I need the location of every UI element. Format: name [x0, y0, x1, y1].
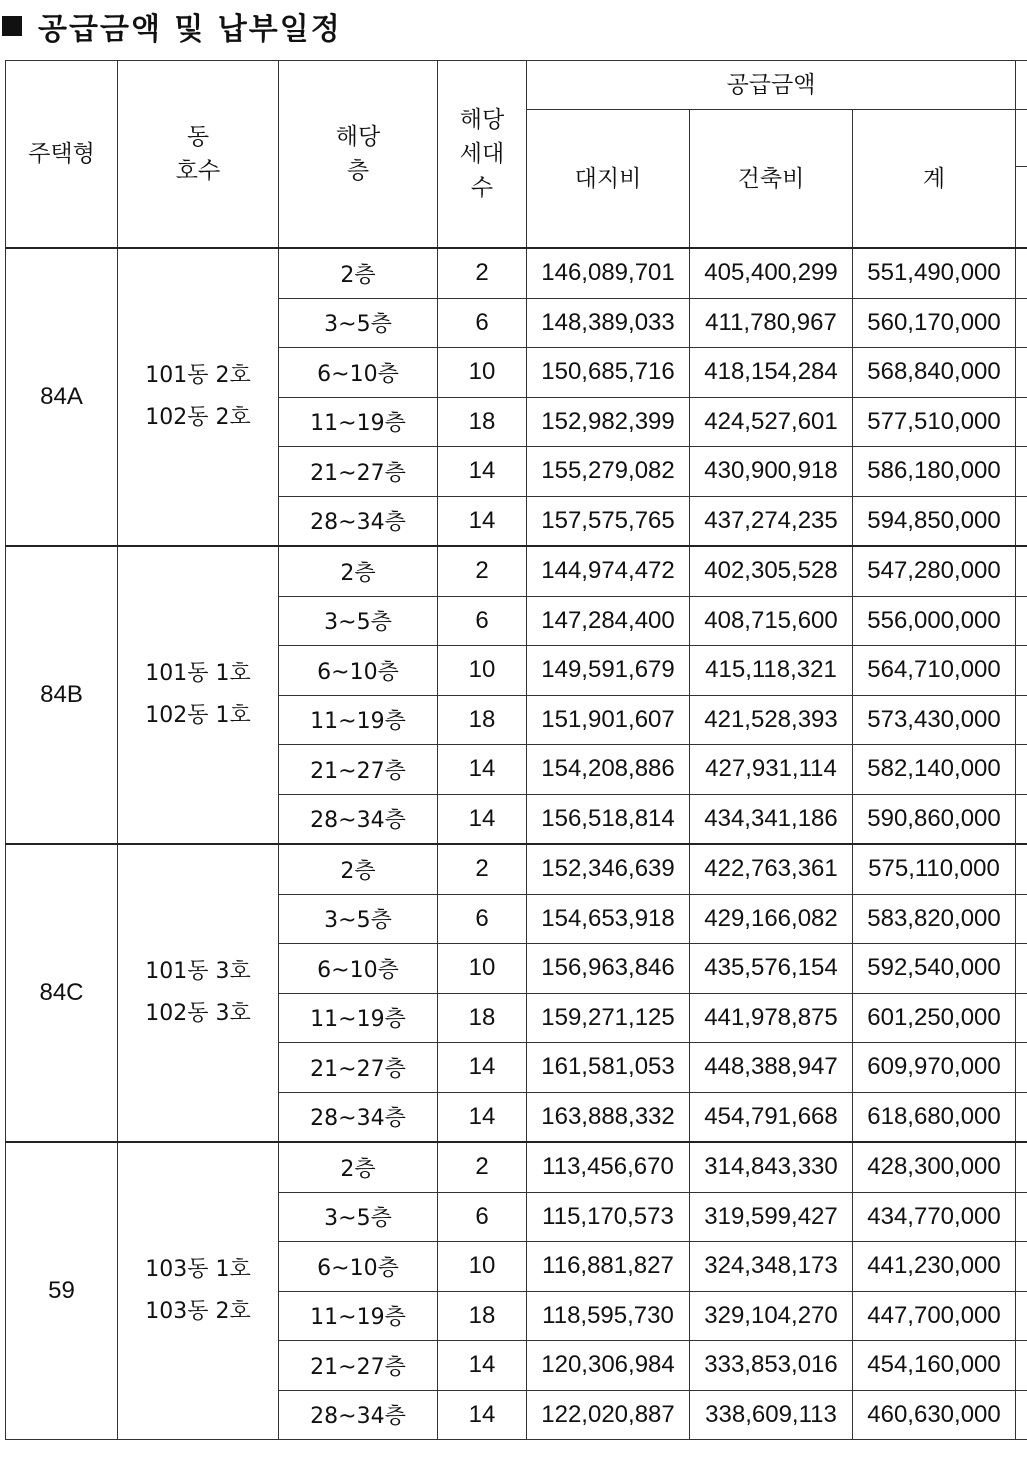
floor-cell: 3~5층 [279, 894, 438, 944]
total-price-cell: 575,110,000 [853, 844, 1016, 894]
header-cut-off [1016, 167, 1027, 249]
units-cell: 14 [438, 1341, 527, 1391]
total-price-cell: 594,850,000 [853, 496, 1016, 546]
floor-cell: 3~5층 [279, 596, 438, 646]
land-price-cell: 156,963,846 [527, 944, 690, 994]
building-price-cell: 424,527,601 [690, 397, 853, 447]
dong-line: 103동 2호 [145, 1299, 251, 1324]
dong-line: 101동 2호 [145, 363, 251, 388]
units-cell: 10 [438, 944, 527, 994]
land-price-cell: 118,595,730 [527, 1291, 690, 1341]
dong-line: 102동 3호 [145, 1001, 251, 1026]
header-floor-line2: 층 [346, 158, 370, 184]
cut-off-cell [1016, 844, 1027, 894]
cut-off-cell [1016, 546, 1027, 596]
building-price-cell: 437,274,235 [690, 496, 853, 546]
units-cell: 6 [438, 298, 527, 348]
cut-off-cell [1016, 745, 1027, 795]
cut-off-cell [1016, 298, 1027, 348]
header-dong [118, 61, 279, 249]
dong-cell [118, 546, 279, 844]
building-price-cell: 408,715,600 [690, 596, 853, 646]
units-cell: 14 [438, 1043, 527, 1093]
units-cell: 2 [438, 546, 527, 596]
house-type-cell: 59 [6, 1142, 118, 1440]
floor-cell: 3~5층 [279, 1192, 438, 1242]
land-price-cell: 120,306,984 [527, 1341, 690, 1391]
dong-line: 103동 1호 [145, 1257, 251, 1282]
total-price-cell: 590,860,000 [853, 794, 1016, 844]
total-price-cell: 556,000,000 [853, 596, 1016, 646]
header-floor-line1: 해당 [335, 124, 381, 150]
cut-off-cell [1016, 1142, 1027, 1192]
dong-cell [118, 1142, 279, 1440]
cut-off-cell [1016, 1043, 1027, 1093]
total-price-cell: 618,680,000 [853, 1092, 1016, 1142]
cut-off-cell [1016, 1192, 1027, 1242]
floor-cell: 11~19층 [279, 1291, 438, 1341]
dong-line: 102동 1호 [145, 703, 251, 728]
land-price-cell: 115,170,573 [527, 1192, 690, 1242]
header-dong-line1: 동 [186, 124, 210, 150]
floor-cell: 21~27층 [279, 745, 438, 795]
total-price-cell: 568,840,000 [853, 348, 1016, 398]
floor-cell: 2층 [279, 248, 438, 298]
building-price-cell: 421,528,393 [690, 695, 853, 745]
land-price-cell: 156,518,814 [527, 794, 690, 844]
header-units [438, 61, 527, 249]
units-cell: 14 [438, 794, 527, 844]
building-price-cell: 405,400,299 [690, 248, 853, 298]
table-row [6, 248, 1027, 298]
units-cell: 18 [438, 695, 527, 745]
total-price-cell: 586,180,000 [853, 447, 1016, 497]
floor-cell: 3~5층 [279, 298, 438, 348]
total-price-cell: 573,430,000 [853, 695, 1016, 745]
dong-line: 101동 1호 [145, 661, 251, 686]
building-price-cell: 454,791,668 [690, 1092, 853, 1142]
units-cell: 14 [438, 496, 527, 546]
floor-cell: 21~27층 [279, 1043, 438, 1093]
floor-cell: 6~10층 [279, 1242, 438, 1292]
floor-cell: 2층 [279, 844, 438, 894]
total-price-cell: 551,490,000 [853, 248, 1016, 298]
header-units-line1: 해당 [459, 107, 505, 133]
header-cut-off [1016, 110, 1027, 167]
floor-cell: 28~34층 [279, 1390, 438, 1440]
cut-off-cell [1016, 646, 1027, 696]
building-price-cell: 314,843,330 [690, 1142, 853, 1192]
units-cell: 14 [438, 745, 527, 795]
floor-cell: 28~34층 [279, 794, 438, 844]
section-title: 공급금액 및 납부일정 [38, 12, 342, 47]
cut-off-cell [1016, 596, 1027, 646]
total-price-cell: 564,710,000 [853, 646, 1016, 696]
cut-off-cell [1016, 695, 1027, 745]
table-row [6, 546, 1027, 596]
house-type-cell: 84C [6, 844, 118, 1142]
total-price-cell: 592,540,000 [853, 944, 1016, 994]
cut-off-cell [1016, 397, 1027, 447]
units-cell: 18 [438, 1291, 527, 1341]
building-price-cell: 319,599,427 [690, 1192, 853, 1242]
cut-off-cell [1016, 496, 1027, 546]
land-price-cell: 116,881,827 [527, 1242, 690, 1292]
header-units-line2: 세대 [459, 141, 505, 167]
dong-line: 101동 3호 [145, 959, 251, 984]
building-price-cell: 435,576,154 [690, 944, 853, 994]
floor-cell: 21~27층 [279, 447, 438, 497]
floor-cell: 2층 [279, 546, 438, 596]
units-cell: 10 [438, 348, 527, 398]
header-building: 건축비 [690, 110, 853, 249]
land-price-cell: 154,208,886 [527, 745, 690, 795]
building-price-cell: 427,931,114 [690, 745, 853, 795]
header-floor [279, 61, 438, 249]
building-price-cell: 402,305,528 [690, 546, 853, 596]
floor-cell: 6~10층 [279, 348, 438, 398]
dong-cell [118, 248, 279, 546]
land-price-cell: 152,982,399 [527, 397, 690, 447]
units-cell: 10 [438, 1242, 527, 1292]
header-land: 대지비 [527, 110, 690, 249]
units-cell: 14 [438, 1390, 527, 1440]
floor-cell: 6~10층 [279, 646, 438, 696]
building-price-cell: 415,118,321 [690, 646, 853, 696]
units-cell: 10 [438, 646, 527, 696]
units-cell: 14 [438, 1092, 527, 1142]
table-body [6, 248, 1027, 1440]
total-price-cell: 583,820,000 [853, 894, 1016, 944]
header-total: 계 [853, 110, 1016, 249]
land-price-cell: 148,389,033 [527, 298, 690, 348]
building-price-cell: 418,154,284 [690, 348, 853, 398]
units-cell: 6 [438, 1192, 527, 1242]
supply-price-table [5, 60, 1027, 1440]
floor-cell: 28~34층 [279, 1092, 438, 1142]
units-cell: 2 [438, 248, 527, 298]
land-price-cell: 161,581,053 [527, 1043, 690, 1093]
cut-off-cell [1016, 348, 1027, 398]
total-price-cell: 609,970,000 [853, 1043, 1016, 1093]
building-price-cell: 434,341,186 [690, 794, 853, 844]
total-price-cell: 434,770,000 [853, 1192, 1016, 1242]
floor-cell: 11~19층 [279, 993, 438, 1043]
units-cell: 6 [438, 894, 527, 944]
total-price-cell: 577,510,000 [853, 397, 1016, 447]
total-price-cell: 601,250,000 [853, 993, 1016, 1043]
total-price-cell: 460,630,000 [853, 1390, 1016, 1440]
total-price-cell: 547,280,000 [853, 546, 1016, 596]
land-price-cell: 157,575,765 [527, 496, 690, 546]
land-price-cell: 155,279,082 [527, 447, 690, 497]
total-price-cell: 454,160,000 [853, 1341, 1016, 1391]
cut-off-cell [1016, 248, 1027, 298]
floor-cell: 11~19층 [279, 397, 438, 447]
total-price-cell: 560,170,000 [853, 298, 1016, 348]
building-price-cell: 441,978,875 [690, 993, 853, 1043]
table-row [6, 844, 1027, 894]
header-dong-line2: 호수 [175, 158, 221, 184]
land-price-cell: 113,456,670 [527, 1142, 690, 1192]
land-price-cell: 146,089,701 [527, 248, 690, 298]
total-price-cell: 447,700,000 [853, 1291, 1016, 1341]
land-price-cell: 144,974,472 [527, 546, 690, 596]
land-price-cell: 152,346,639 [527, 844, 690, 894]
cut-off-cell [1016, 1390, 1027, 1440]
header-house-type: 주택형 [6, 61, 118, 249]
cut-off-cell [1016, 1092, 1027, 1142]
floor-cell: 2층 [279, 1142, 438, 1192]
building-price-cell: 329,104,270 [690, 1291, 853, 1341]
cut-off-cell [1016, 447, 1027, 497]
land-price-cell: 147,284,400 [527, 596, 690, 646]
building-price-cell: 429,166,082 [690, 894, 853, 944]
floor-cell: 21~27층 [279, 1341, 438, 1391]
building-price-cell: 411,780,967 [690, 298, 853, 348]
building-price-cell: 333,853,016 [690, 1341, 853, 1391]
total-price-cell: 582,140,000 [853, 745, 1016, 795]
units-cell: 18 [438, 397, 527, 447]
cut-off-cell [1016, 1291, 1027, 1341]
units-cell: 6 [438, 596, 527, 646]
floor-cell: 11~19층 [279, 695, 438, 745]
land-price-cell: 159,271,125 [527, 993, 690, 1043]
square-bullet-icon [2, 16, 22, 36]
house-type-cell: 84A [6, 248, 118, 546]
building-price-cell: 430,900,918 [690, 447, 853, 497]
land-price-cell: 154,653,918 [527, 894, 690, 944]
land-price-cell: 122,020,887 [527, 1390, 690, 1440]
land-price-cell: 149,591,679 [527, 646, 690, 696]
units-cell: 2 [438, 1142, 527, 1192]
building-price-cell: 422,763,361 [690, 844, 853, 894]
dong-cell [118, 844, 279, 1142]
header-units-line3: 수 [470, 175, 494, 201]
building-price-cell: 448,388,947 [690, 1043, 853, 1093]
total-price-cell: 428,300,000 [853, 1142, 1016, 1192]
dong-line: 102동 2호 [145, 405, 251, 430]
cut-off-cell [1016, 944, 1027, 994]
floor-cell: 6~10층 [279, 944, 438, 994]
units-cell: 2 [438, 844, 527, 894]
units-cell: 18 [438, 993, 527, 1043]
total-price-cell: 441,230,000 [853, 1242, 1016, 1292]
header-supply-price: 공급금액 [527, 61, 1016, 110]
land-price-cell: 150,685,716 [527, 348, 690, 398]
floor-cell: 28~34층 [279, 496, 438, 546]
section-heading [2, 4, 342, 48]
cut-off-cell [1016, 894, 1027, 944]
units-cell: 14 [438, 447, 527, 497]
cut-off-cell [1016, 993, 1027, 1043]
cut-off-cell [1016, 1341, 1027, 1391]
cut-off-cell [1016, 1242, 1027, 1292]
building-price-cell: 338,609,113 [690, 1390, 853, 1440]
land-price-cell: 163,888,332 [527, 1092, 690, 1142]
building-price-cell: 324,348,173 [690, 1242, 853, 1292]
cut-off-cell [1016, 794, 1027, 844]
land-price-cell: 151,901,607 [527, 695, 690, 745]
header-cut-off [1016, 61, 1027, 110]
house-type-cell: 84B [6, 546, 118, 844]
table-row [6, 1142, 1027, 1192]
